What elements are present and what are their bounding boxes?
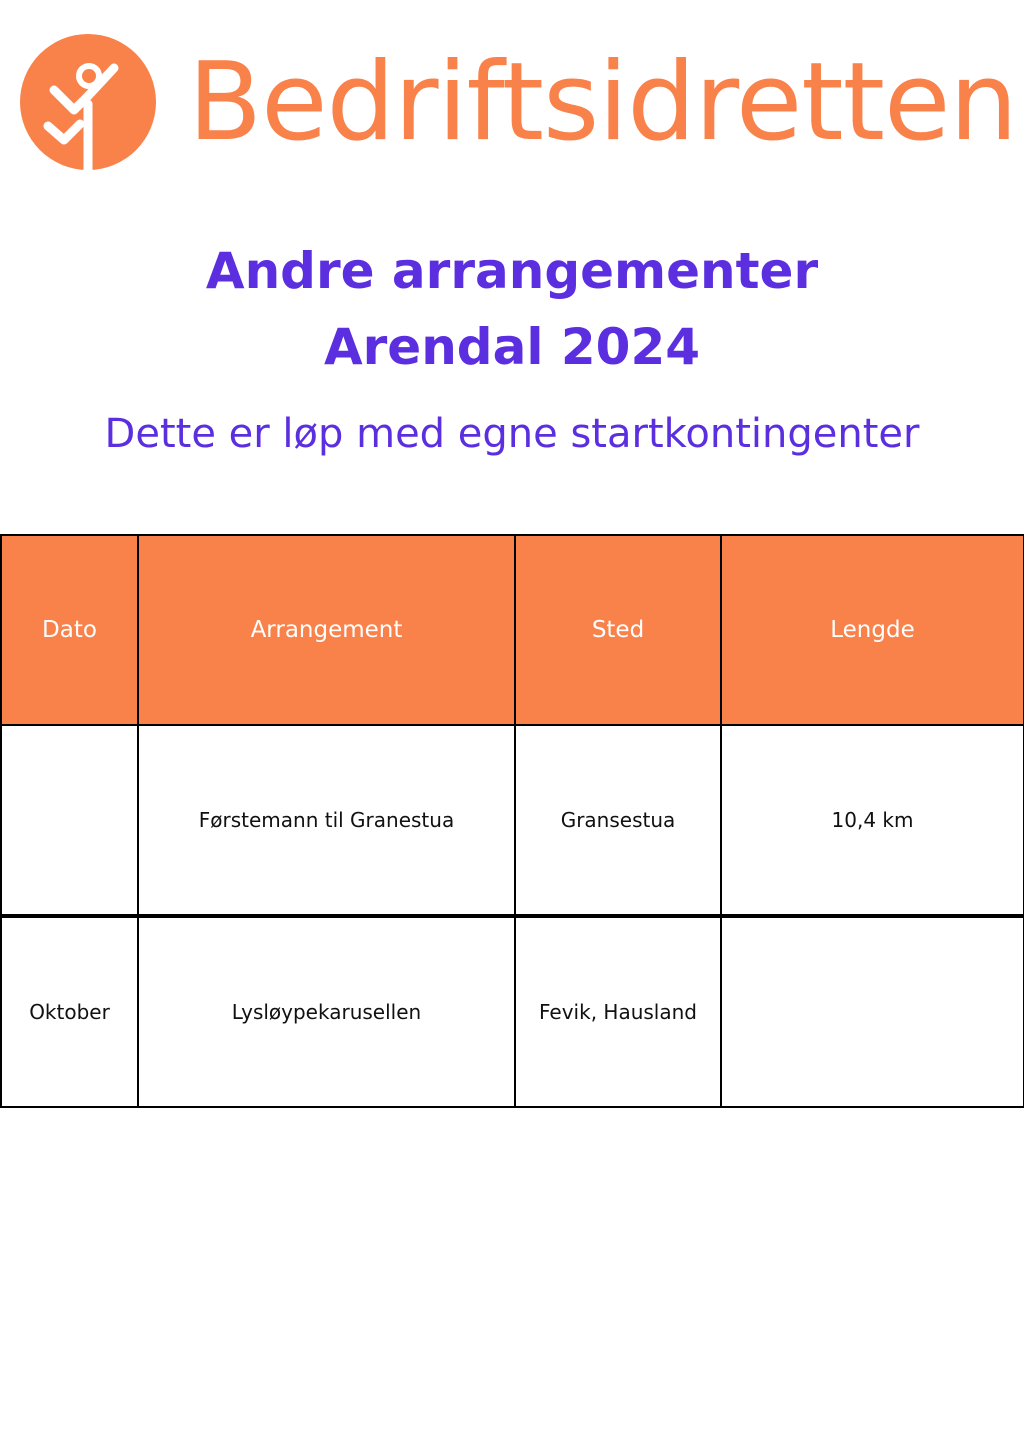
cell-arrangement: Lysløypekarusellen (138, 916, 515, 1107)
table-row (1, 725, 1024, 916)
person-check-logo-icon (18, 32, 158, 172)
table-header-row (1, 535, 1024, 725)
page-subtitle: Dette er løp med egne startkontingenter (104, 411, 920, 457)
page-title-line-2: Arendal 2024 (323, 318, 701, 376)
column-header-lengde: Lengde (721, 535, 1024, 725)
cell-lengde: 10,4 km (721, 725, 1024, 916)
page-title-line-1: Andre arrangementer (205, 242, 819, 300)
cell-arrangement: Førstemann til Granestua (138, 725, 515, 916)
brand-name: Bedriftsidretten (188, 40, 1017, 165)
column-header-dato: Dato (1, 535, 138, 725)
cell-lengde (721, 916, 1024, 1107)
column-header-sted: Sted (515, 535, 721, 725)
column-header-arrangement: Arrangement (138, 535, 515, 725)
events-table (0, 534, 1024, 1108)
cell-sted: Gransestua (515, 725, 721, 916)
cell-sted: Fevik, Hausland (515, 916, 721, 1107)
brand-logo-icon (18, 32, 158, 172)
table-row (1, 916, 1024, 1107)
cell-dato (1, 725, 138, 916)
cell-dato: Oktober (1, 916, 138, 1107)
